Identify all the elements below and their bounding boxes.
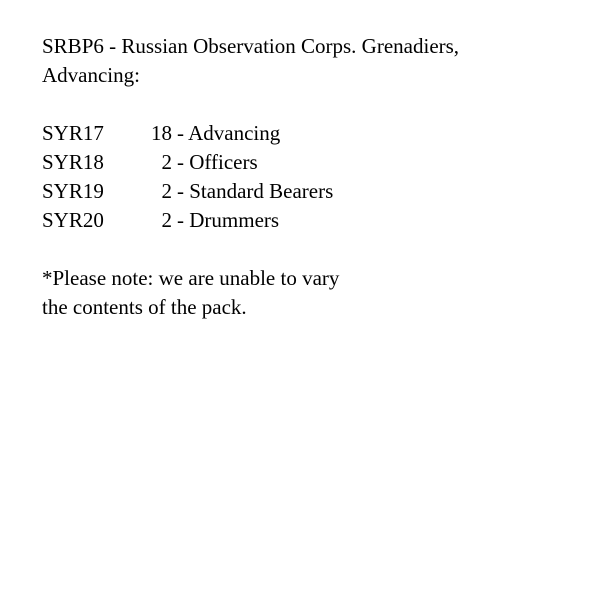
item-quantity: 2 bbox=[161, 150, 172, 174]
pack-note bbox=[42, 264, 572, 322]
list-item bbox=[42, 119, 572, 148]
item-description: - Standard Bearers bbox=[177, 179, 334, 203]
pack-note-line-1: *Please note: we are unable to vary bbox=[42, 266, 340, 290]
item-code: SYR18 bbox=[42, 150, 104, 174]
list-item bbox=[42, 177, 572, 206]
item-quantity: 2 bbox=[161, 179, 172, 203]
item-code: SYR17 bbox=[42, 121, 104, 145]
list-item bbox=[42, 148, 572, 177]
pack-title-line-1: SRBP6 - Russian Observation Corps. Grenadiers, bbox=[42, 34, 460, 58]
item-quantity: 18 bbox=[151, 121, 172, 145]
pack-title bbox=[42, 32, 572, 90]
item-description: - Drummers bbox=[177, 208, 280, 232]
pack-contents-list bbox=[42, 119, 572, 235]
item-code: SYR19 bbox=[42, 179, 104, 203]
pack-note-line-2: the contents of the pack. bbox=[42, 295, 247, 319]
pack-title-line-2: Advancing: bbox=[42, 63, 140, 87]
document bbox=[42, 32, 572, 322]
item-code: SYR20 bbox=[42, 208, 104, 232]
list-item bbox=[42, 206, 572, 235]
item-description: - Advancing bbox=[177, 121, 281, 145]
item-quantity: 2 bbox=[161, 208, 172, 232]
item-description: - Officers bbox=[177, 150, 258, 174]
